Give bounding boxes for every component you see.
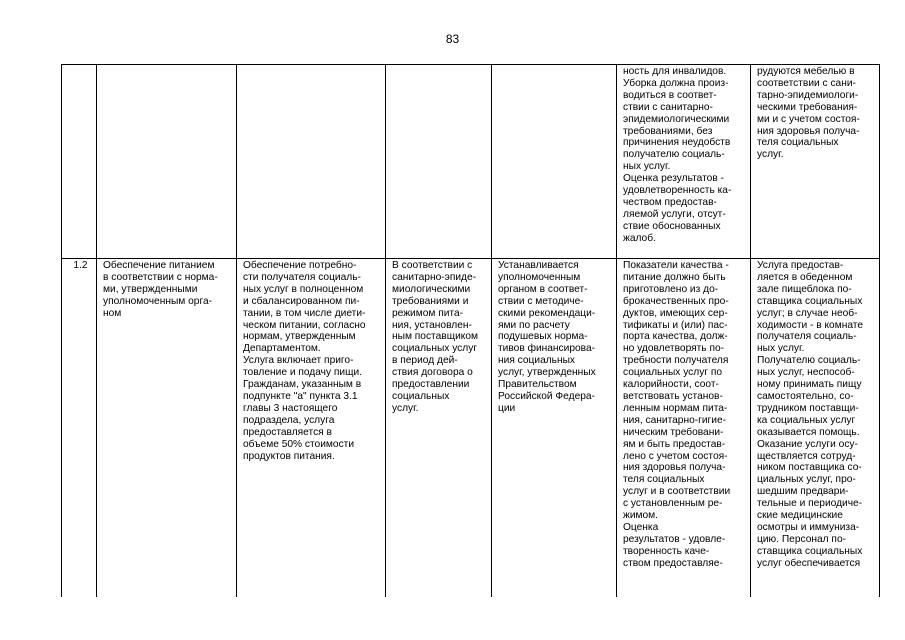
page-number: 83 xyxy=(445,32,460,46)
cell-conditions: рудуются мебелью в соответствии с сани- тарно-эпидемиологи- ческими требования- ми и с учетом состоя- ния здоровья получа- теля социальных услуг. xyxy=(751,65,880,259)
cell-number xyxy=(62,65,97,259)
cell-description: Обеспечение потребно- сти получателя социаль- ных услуг в полноценном и сбалансированном пи- тании, в том числе диети- ческом питании, согласно нормам, утвержденным Департаментом. Услуга включает приго- товление и подачу пищи. Гражданам, указанным в подпункте "а" пункта 3.1 главы 3 настоящего подраздела, услуга предоставляется в объеме 50% стоимости продуктов питания. xyxy=(237,259,386,598)
cell-service-name xyxy=(97,65,237,259)
cell-rate: Устанавливается уполномоченным органом в соответ- ствии с методиче- скими рекомендаци- ями по расчету подушевых норма- тивов финансирова- ния социальных услуг, утвержденных Правительством Российской Федера- ции xyxy=(492,259,617,598)
cell-timing: В соответствии с санитарно-эпиде- миологическими требованиями и режимом пита- ния, установлен- ным поставщиком социальных услуг в период дей- ствия договора о предоставлении социальных услуг. xyxy=(386,259,492,598)
table-row-continuation xyxy=(62,65,880,259)
cell-quality: Показатели качества - питание должно быть приготовлено из до- брокачественных про- дуктов, имеющих сер- тификаты и (или) пас- порта качества, долж- но удовлетворять по- требности получателя социальных услуг по калорийности, соот- ветствовать установ- ленным нормам пита- ния, санитарно-гигие- ническим требовани- ям и быть предостав- лено с учетом состоя- ния здоровья получа- теля социальных услуг и в соответствии с установленным ре- жимом. Оценка результатов - удовле- творенность каче- ством предоставляе- xyxy=(617,259,751,598)
cell-conditions: Услуга предостав- ляется в обеденном зале пищеблока по- ставщика социальных услуг; в случае необ- ходимости - в комнате получателя социаль- ных услуг. Получателю социаль- ных услуг, неспособ- ному принимать пищу самостоятельно, со- трудником поставщи- ка социальных услуг оказывается помощь. Оказание услуги осу- ществляется сотруд- ником поставщика со- циальных услуг, про- шедшим предвари- тельные и периодиче- ские медицинские осмотры и иммуниза- цию. Персонал по- ставщика социальных услуг обеспечивается xyxy=(751,259,880,598)
cell-number: 1.2 xyxy=(62,259,97,598)
cell-description xyxy=(237,65,386,259)
cell-service-name: Обеспечение питанием в соответствии с норма- ми, утвержденными уполномоченным орга- ном xyxy=(97,259,237,598)
services-table xyxy=(61,64,880,597)
cell-rate xyxy=(492,65,617,259)
cell-timing xyxy=(386,65,492,259)
cell-quality: ность для инвалидов. Уборка должна произ- водиться в соответ- ствии с санитарно- эпидемиологическими требованиями, без причинения неудобств получателю социаль- ных услуг. Оценка результатов - удовлетворенность ка- чеством предостав- ляемой услуги, отсут- ствие обоснованных жалоб. xyxy=(617,65,751,259)
table-row-1-2 xyxy=(62,259,880,598)
